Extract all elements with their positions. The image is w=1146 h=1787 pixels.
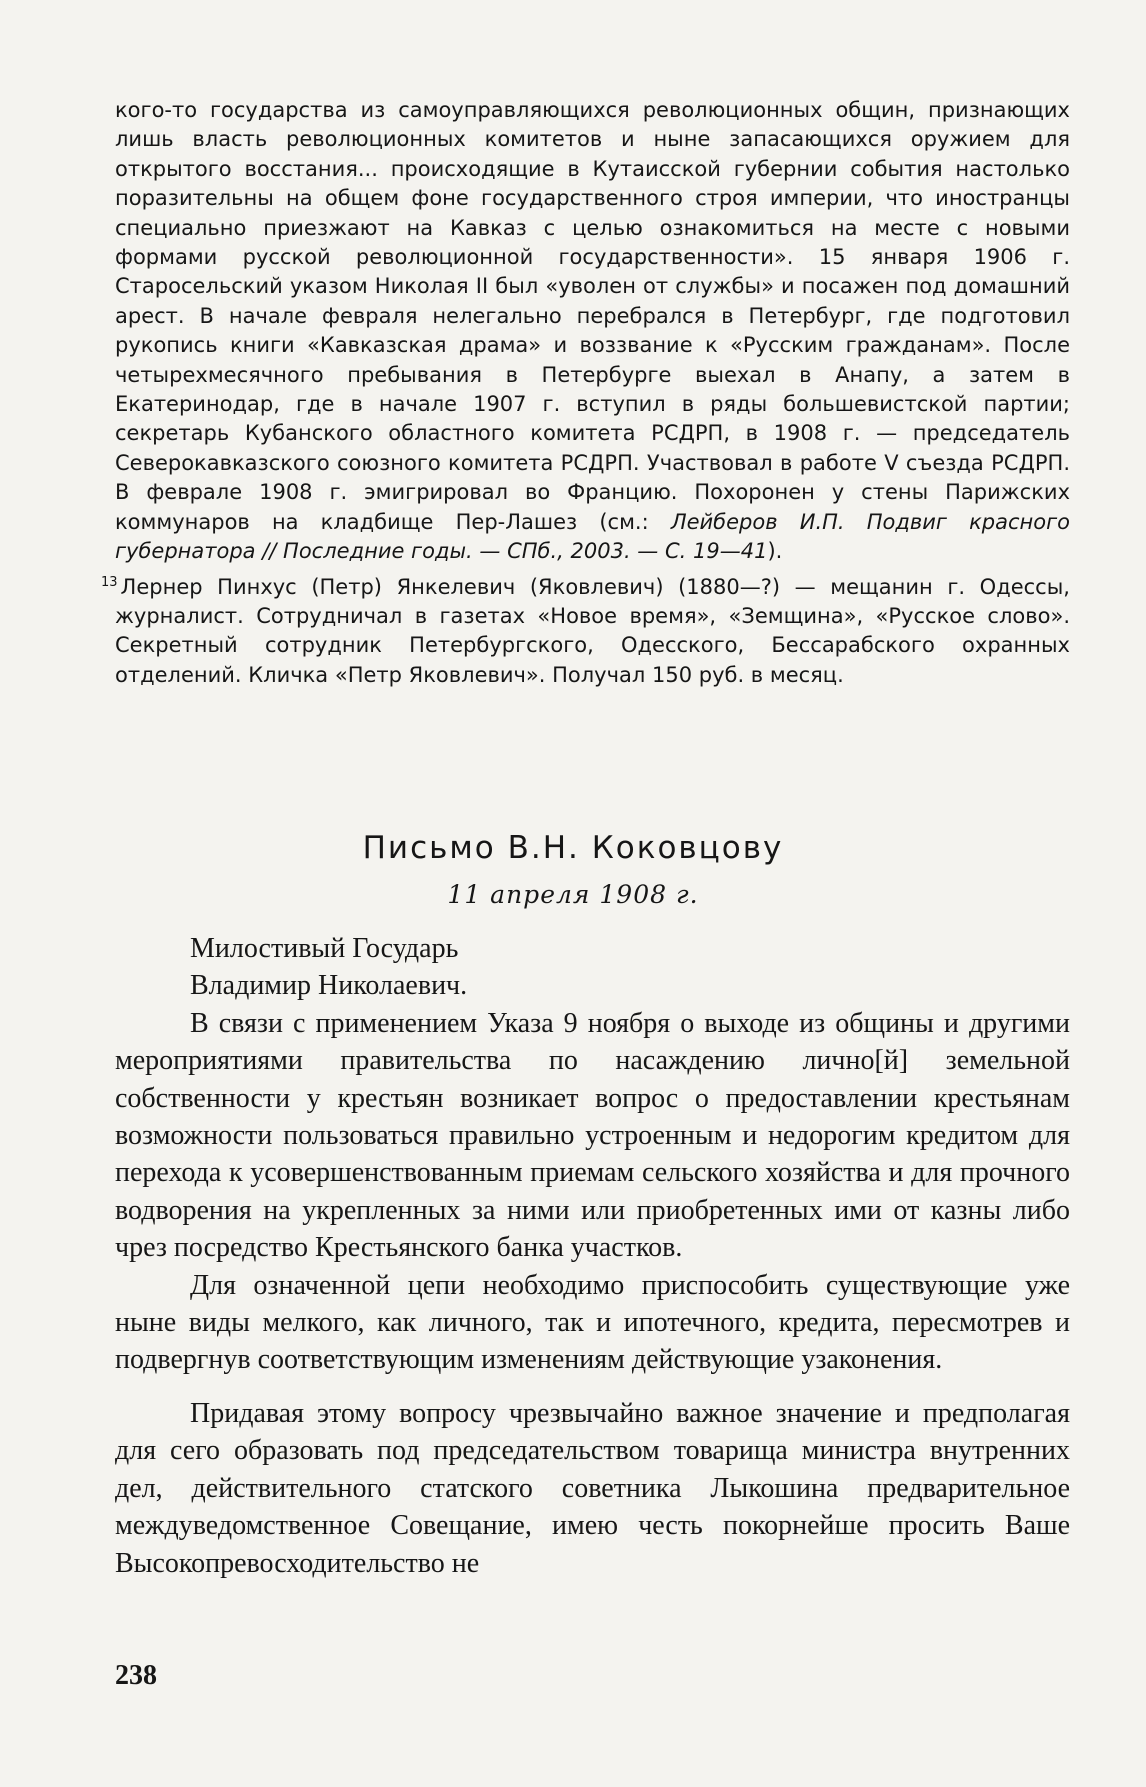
letter-title: Письмо В.Н. Коковцову (362, 830, 784, 866)
footnote-12-end: ). (767, 539, 783, 564)
letter-date: 11 апреля 1908 г. (447, 880, 699, 909)
footnote-13 (101, 573, 1070, 691)
footnotes-block (101, 96, 1070, 690)
salutation-line-1: Милостивый Государь (190, 933, 459, 964)
letter-paragraph-3: Придавая этому вопросу чрезвычайно важное значение и предполагая для сего образовать под председательством товарища министра внутренних дел, действительного статского советника Лыкошина предварительное междуведомственное Совещание, имею честь покорнейше просить Ваше Высокопревосходительство не (115, 1397, 1070, 1579)
letter-paragraph-2: Для означенной цепи необходимо приспособить существующие уже ныне виды мелкого, как личного, так и ипотечного, кредита, пересмотрев и подвергнув соответствующим изменениям действующие узаконения. (115, 1269, 1070, 1376)
footnote-12-citation: Лейберов И.П. Подвиг красного губернатора // Последние годы. — СПб., 2003. — С. 19—41 (115, 509, 1070, 564)
page-number: 238 (115, 1660, 157, 1691)
footnote-13-number: 13 (101, 574, 118, 590)
footnote-13-text: Лернер Пинхус (Петр) Янкелевич (Яковлевич) (1880—?) — мещанин г. Одессы, журналист. Сотрудничал в газетах «Новое время», «Земщина», «Русское слово». Секретный сотрудник Петербургского, Одесского, Бессарабского охранных отделений. Кличка «Петр Яковлевич». Получал 150 руб. в месяц. (115, 574, 1070, 687)
salutation-line-2: Владимир Николаевич. (190, 970, 468, 1002)
footnote-12 (115, 96, 1070, 567)
letter-body (115, 930, 1070, 1582)
letter-paragraph-1: В связи с применением Указа 9 ноября о выходе из общины и другими мероприятиями правительства по насаждению личнo[й] земельной собственности у крестьян возникает вопрос о предоставлении крестьянам возможности пользоваться правильно устроенным и недорогим кредитом для перехода к усовершенствованным приемам сельского хозяйства и для прочного водворения на укрепленных за ними или приобретенных ими от казны либо чрез посредство Крестьянского банка участков. (115, 1007, 1070, 1264)
footnote-12-text: кого-то государства из самоуправляющихся революционных общин, признающих лишь власть революционных комитетов и ныне запасающихся оружием для открытого восстания... происходящие в Кутаисской губернии события настолько поразительны на общем фоне государственного строя империи, что иностранцы специально приезжают на Кавказ с целью ознакомиться на месте с новыми формами русской революционной государственности». 15 января 1906 г. Старосельский указом Николая II был «уволен от службы» и посажен под домашний арест. В начале февраля нелегально перебрался в Петербург, где подготовил рукопись книги «Кавказская драма» и воззвание к «Русским гражданам». После четырехмесячного пребывания в Петербурге выехал в Анапу, а затем в Екатеринодар, где в начале 1907 г. вступил в ряды большевистской партии; секретарь Кубанского областного комитета РСДРП, в 1908 г. — председатель Северокавказского союзного комитета РСДРП. Участвовал в работе V съезда РСДРП. В феврале 1908 г. эмигрировал во Францию. Похоронен у стены Парижских коммунаров на кладбище Пер-Лашез (см.: (115, 98, 1070, 534)
